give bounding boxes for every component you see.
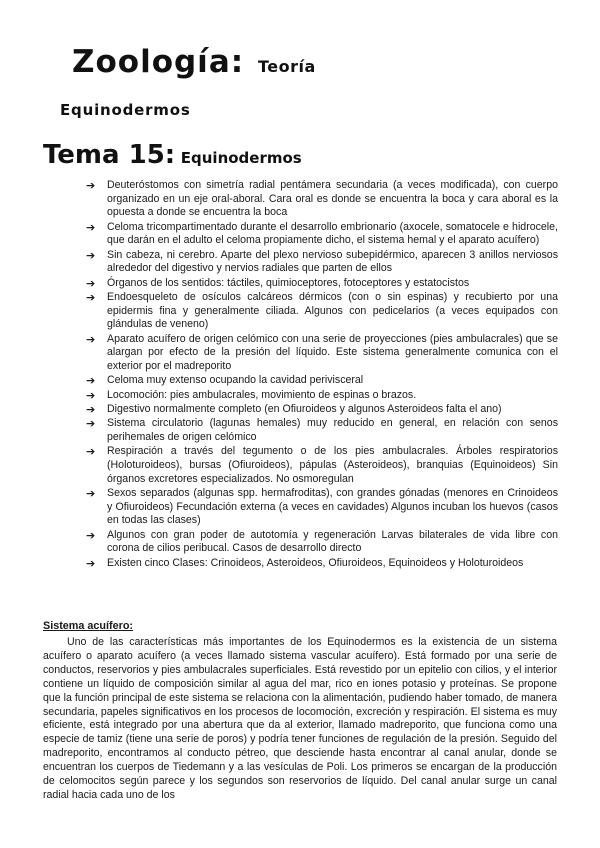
bullet-item <box>86 374 558 388</box>
arrow-right-icon: ➔ <box>86 179 96 192</box>
arrow-right-icon: ➔ <box>86 276 96 290</box>
bullet-text: Celoma tricompartimentado durante el desarrollo embrionario (axocele, somatocele e hidrocele, que darán en el adulto el celoma propiamente dicho, el sistema hemal y el aparato acuífero) <box>107 220 558 247</box>
bullet-item <box>86 487 558 528</box>
bullet-item <box>86 179 558 220</box>
bullet-text: Endoesqueleto de osículos calcáreos dérmicos (con o sin espinas) y recubierto por una epidermis fina y generalmente ciliada. Algunos con pedicelarios (a veces equipados con glándulas de veneno) <box>107 291 558 331</box>
bullet-list <box>86 179 558 571</box>
bullet-item <box>86 529 558 556</box>
bullet-item <box>86 333 558 374</box>
arrow-right-icon: ➔ <box>86 528 96 542</box>
arrow-right-icon: ➔ <box>86 556 96 570</box>
bullet-item <box>86 277 558 291</box>
bullet-item <box>86 291 558 332</box>
arrow-right-icon: ➔ <box>86 220 96 234</box>
bullet-text: Locomoción: pies ambulacrales, movimiento de espinas o brazos. <box>107 388 417 401</box>
arrow-right-icon: ➔ <box>86 388 96 402</box>
bullet-item <box>86 417 558 444</box>
bullet-text: Sexos separados (algunas spp. hermafroditas), con grandes gónadas (menores en Crinoideos y Ofiuroideos) Fecundación externa (a veces en cavidades) Algunos incuban los huevos (casos en todas las clases) <box>107 487 558 527</box>
arrow-right-icon: ➔ <box>86 374 96 388</box>
bullet-text: Deuteróstomos con simetría radial pentámera secundaria (a veces modificada), con cuerpo organizado en un eje oral-aboral. Cara oral es donde se encuentra la boca y cara aboral es la opuesta a donde se encuentra la boca <box>107 179 558 219</box>
arrow-right-icon: ➔ <box>86 291 96 304</box>
page-title <box>72 44 316 80</box>
bullet-text: Existen cinco Clases: Crinoideos, Asteroideos, Ofiuroideos, Equinoideos y Holoturoideos <box>107 556 524 569</box>
title-main: Zoología: <box>72 44 245 80</box>
bullet-text: Órganos de los sentidos: táctiles, quimioceptores, fotoceptores y estatocistos <box>107 276 470 289</box>
bullet-text: Digestivo normalmente completo (en Ofiuroideos y algunos Asteroideos falta el ano) <box>107 403 502 415</box>
bullet-text: Aparato acuífero de origen celómico con una serie de proyecciones (pies ambulacrales) que se alargan por efecto de la presión del líquido. Este sistema generalmente comunica con el exterior por el madreporito <box>107 332 558 373</box>
arrow-right-icon: ➔ <box>86 487 96 500</box>
arrow-right-icon: ➔ <box>86 417 96 431</box>
arrow-right-icon: ➔ <box>86 445 96 459</box>
bullet-item <box>86 389 558 403</box>
bullet-item <box>86 249 558 276</box>
arrow-right-icon: ➔ <box>86 248 96 262</box>
page-subtitle: Equinodermos <box>60 101 191 119</box>
section-paragraph: Uno de las características más importantes de los Equinodermos es la existencia de un sistema acuífero o aparato acuífero (a veces llamado sistema vascular acuífero). Está formado por una serie de conductos, reservorios y pies ambulacrales superficiales. Está revestido por un epitelio con cilios, y el interior contiene un líquido de composición similar al agua del mar, rico en iones potasio y proteínas. Se propone que la función principal de este sistema se relaciona con la alimentación, pudiendo haber tomado, de manera secundaria, papeles significativos en los procesos de locomoción, excreción y respiración. El sistema es muy eficiente, está integrado por una abertura que da al exterior, llamado madreporito, que funciona como una especie de tamiz (tiene una serie de poros) y podría tener funciones de regulación de la presión. Seguido del madreporito, encontramos al conducto pétreo, que desciende hasta encontrar al canal anular, donde se encuentran los cuerpos de Tiedemann y a las vesículas de Poli. Los primeros se encargan de la producción de celomocitos según parece y los segundos son reservorios de líquido. Del canal anular surge un canal radial hacia cada uno de los <box>43 636 557 801</box>
bullet-text: Celoma muy extenso ocupando la cavidad perivisceral <box>107 374 364 387</box>
section-title: Sistema acuífero: <box>43 620 134 632</box>
bullet-text: Algunos con gran poder de autotomía y regeneración Larvas bilaterales de vida libre con corona de cilios peribucal. Casos de desarrollo directo <box>107 528 558 555</box>
topic-name: Equinodermos <box>180 149 302 167</box>
title-sub: Teoría <box>257 57 316 76</box>
bullet-item <box>86 221 558 248</box>
bullet-item <box>86 557 558 571</box>
arrow-right-icon: ➔ <box>86 332 96 346</box>
bullet-item <box>86 403 558 417</box>
topic-heading <box>43 140 302 170</box>
bullet-text: Sistema circulatorio (lagunas hemales) muy reducido en general, en relación con senos perihemales de origen celómico <box>107 417 558 443</box>
topic-number: Tema 15: <box>43 140 176 170</box>
bullet-text: Sin cabeza, ni cerebro. Aparte del plexo nervioso subepidérmico, aparecen 3 anillos nerviosos alrededor del digestivo y nervios radiales que parten de ellos <box>107 248 558 275</box>
bullet-text: Respiración a través del tegumento o de los pies ambulacrales. Árboles respiratorios (Holoturoideos), bursas (Ofiuroideos), pápulas (Asteroideos), branquias (Equinoideos) Sin órganos excretores especializados. No osmoregulan <box>107 445 558 485</box>
arrow-right-icon: ➔ <box>86 403 96 416</box>
bullet-item <box>86 445 558 486</box>
